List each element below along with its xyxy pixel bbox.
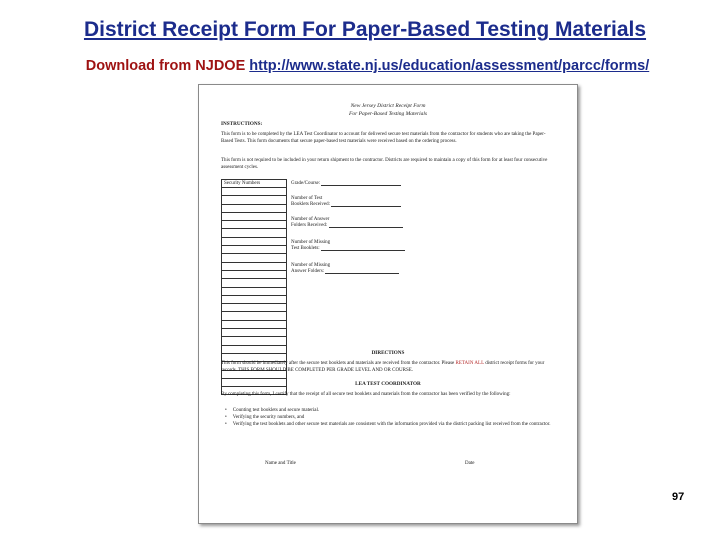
missing-booklets-label-1: Number of Missing [291,240,331,245]
name-title-label: Name and Title [265,461,296,466]
security-number-row[interactable] [221,263,287,271]
missing-test-booklets-field[interactable] [291,240,405,251]
security-number-row[interactable] [221,271,287,279]
security-number-row[interactable] [221,288,287,296]
answer-folders-label-1: Number of Answer [291,217,330,222]
slide-title: District Receipt Form For Paper-Based Testing Materials [83,18,647,41]
security-number-row[interactable] [221,312,287,320]
form-header-line2: For Paper-Based Testing Materials [348,111,428,117]
page-number: 97 [672,491,685,503]
coordinator-label: LEA TEST COORDINATOR [355,381,421,387]
security-number-row[interactable] [221,238,287,246]
verification-item: • Verifying the test booklets and other secure test materials are consistent with the information provided via the district packing list received from the contractor. [231,421,557,428]
security-number-row[interactable] [221,246,287,254]
grade-course-label: Grade/Course: [291,181,321,186]
security-number-row[interactable] [221,213,287,221]
receipt-form-document [198,84,578,524]
missing-folders-label-1: Number of Missing [291,263,331,268]
security-number-row[interactable] [221,279,287,287]
missing-folders-label-2: Answer Folders: [291,269,325,274]
instructions-text: This form is to be completed by the LEA Test Coordinator to account for delivered secure test materials from the contractor for students who are taking the Paper-Based Tests. This form documents that secure paper-based test materials were received based on the ordering process. [221,132,546,144]
security-number-row[interactable] [221,296,287,304]
security-number-row[interactable] [221,229,287,237]
security-number-row[interactable] [221,188,287,196]
security-number-row[interactable] [221,254,287,262]
form-header-line1: New Jersey District Receipt Form [350,103,426,109]
verification-item: • Verifying the security numbers, and [231,414,557,421]
grade-course-field[interactable] [291,180,401,186]
answer-folders-received-field[interactable] [291,217,403,228]
missing-answer-folders-field[interactable] [291,263,399,274]
instructions-label: INSTRUCTIONS: [221,121,263,127]
date-label: Date [465,461,475,466]
security-number-row[interactable] [221,205,287,213]
security-number-row[interactable] [221,196,287,204]
verification-list [231,407,557,428]
security-number-row[interactable] [221,329,287,337]
missing-booklets-label-2: Test Booklets: [291,246,320,251]
verification-item: • Counting test booklets and secure material. [231,407,557,414]
test-booklets-label-2: Booklets Received: [291,202,331,207]
coordinator-text: By completing this form, I certify that the receipt of all secure test booklets and materials from the contractor has been verified by the following: [221,392,511,397]
test-booklets-received-field[interactable] [291,196,401,207]
instructions-text-2: This form is not required to be included in your return shipment to the contractor. Districts are required to maintain a copy of this form for at least four consecutive assessment cycles. [221,158,548,170]
directions-label: DIRECTIONS [371,350,405,356]
security-number-row[interactable] [221,321,287,329]
security-number-row[interactable] [221,337,287,345]
test-booklets-label-1: Number of Test [291,196,323,201]
retain-all-text: RETAIN ALL [455,361,484,366]
security-number-row[interactable] [221,221,287,229]
subtitle-prefix: Download from NJDOE [85,58,246,74]
answer-folders-label-2: Folders Received: [291,223,328,228]
slide-subtitle [0,58,720,74]
directions-text: This form should be immediately after the secure test booklets and materials are received from the contractor. Please RETAIN ALL district receipt forms for your records. THIS FORM SHOULD BE COMPLETED PER GRADE LEVEL AND OR COURSE. [221,361,545,373]
security-number-row[interactable] [221,304,287,312]
security-numbers-header: Security Numbers [221,179,287,188]
forms-download-link[interactable]: http://www.state.nj.us/education/assessment/parcc/forms/ [249,58,650,74]
